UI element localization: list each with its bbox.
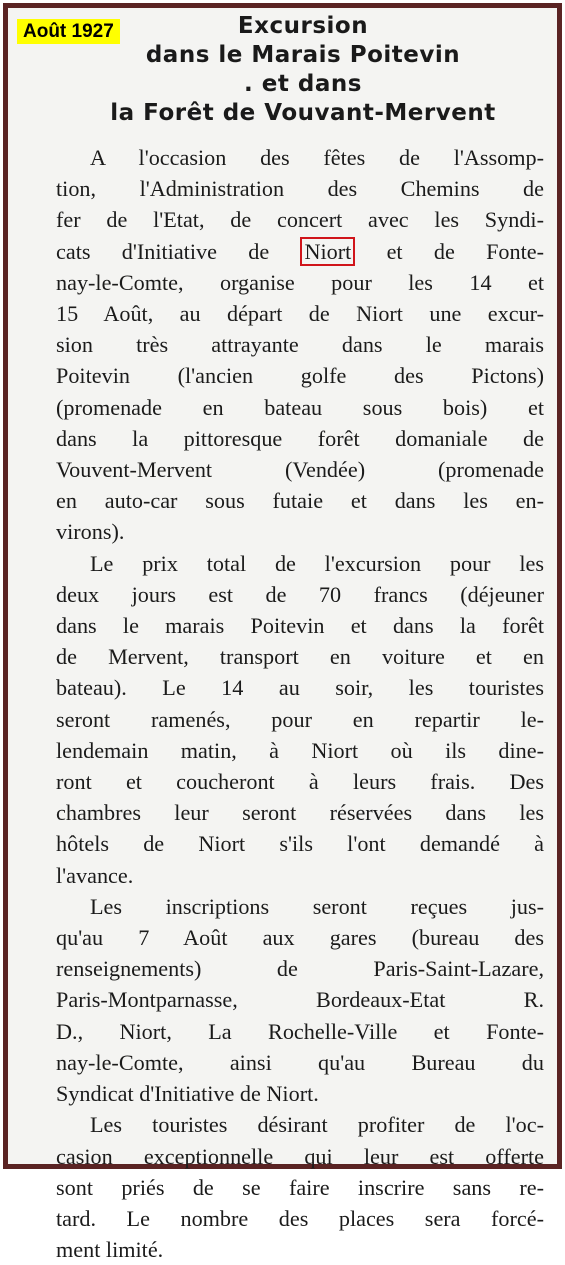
text-line: tion, l'Administration des Chemins de bbox=[56, 176, 544, 202]
text-line: 15 Août, au départ de Niort une excur- bbox=[56, 301, 544, 327]
article-body bbox=[22, 142, 544, 1265]
text-line: fer de l'Etat, de concert avec les Syndi- bbox=[56, 207, 544, 233]
text-line: nay-le-Comte, ainsi qu'au Bureau du bbox=[56, 1049, 544, 1075]
text-line: l'avance. bbox=[56, 862, 134, 888]
paragraph-2 bbox=[22, 548, 544, 891]
text-line: (promenade en bateau sous bois) et bbox=[56, 394, 544, 420]
text-fragment: cats d'Initiative de bbox=[56, 238, 270, 264]
paragraph-1 bbox=[22, 142, 544, 548]
text-line: tard. Le nombre des places sera forcé- bbox=[56, 1205, 544, 1231]
text-line: ment limité. bbox=[56, 1237, 164, 1263]
text-line: deux jours est de 70 francs (déjeuner bbox=[56, 581, 544, 607]
text-line: dans la pittoresque forêt domaniale de bbox=[56, 425, 544, 451]
clipping-frame bbox=[3, 3, 562, 1263]
text-line: nay-le-Comte, organise pour les 14 et bbox=[56, 269, 544, 295]
paragraph-3 bbox=[22, 891, 544, 1109]
text-line: hôtels de Niort s'ils l'ont demandé à bbox=[56, 831, 544, 857]
article-headline bbox=[48, 12, 558, 128]
text-line: qu'au 7 Août aux gares (bureau des bbox=[56, 925, 544, 951]
text-line-with-highlight bbox=[22, 236, 544, 267]
text-line: Les inscriptions seront reçues jus- bbox=[90, 893, 544, 919]
text-line: ront et coucheront à leurs frais. Des bbox=[56, 769, 544, 795]
text-fragment: et de Fonte- bbox=[386, 238, 545, 264]
text-line: lendemain matin, à Niort où ils dine- bbox=[56, 737, 544, 763]
date-badge: Août 1927 bbox=[17, 19, 120, 44]
text-line: bateau). Le 14 au soir, les touristes bbox=[56, 675, 544, 701]
text-line: virons). bbox=[56, 519, 125, 545]
headline-line: . et dans bbox=[244, 71, 362, 97]
highlighted-word-niort: Niort bbox=[300, 237, 355, 266]
text-line: renseignements) de Paris-Saint-Lazare, bbox=[56, 956, 544, 982]
text-line: en auto-car sous futaie et dans les en- bbox=[56, 488, 544, 514]
text-line: Vouvent-Mervent (Vendée) (promenade bbox=[56, 457, 544, 483]
text-line: de Mervent, transport en voiture et en bbox=[56, 644, 544, 670]
text-line: Paris-Montparnasse, Bordeaux-Etat R. bbox=[56, 987, 544, 1013]
paragraph-4 bbox=[22, 1109, 544, 1265]
headline-line: dans le Marais Poitevin bbox=[145, 42, 461, 68]
text-line: sion très attrayante dans le marais bbox=[56, 332, 544, 358]
text-line: chambres leur seront réservées dans les bbox=[56, 800, 544, 826]
text-line: Syndicat d'Initiative de Niort. bbox=[56, 1081, 319, 1107]
text-line: Les touristes désirant profiter de l'oc- bbox=[90, 1112, 544, 1138]
headline-line: la Forêt de Vouvant-Mervent bbox=[110, 100, 496, 126]
text-line: Poitevin (l'ancien golfe des Pictons) bbox=[56, 363, 544, 389]
text-line: Le prix total de l'excursion pour les bbox=[90, 550, 544, 576]
text-line: seront ramenés, pour en repartir le- bbox=[56, 706, 544, 732]
text-line: dans le marais Poitevin et dans la forêt bbox=[56, 613, 544, 639]
text-line: D., Niort, La Rochelle-Ville et Fonte- bbox=[56, 1018, 544, 1044]
text-line: A l'occasion des fêtes de l'Assomp- bbox=[90, 145, 544, 170]
text-line: casion exceptionnelle qui leur est offerte bbox=[56, 1143, 544, 1169]
headline-line: Excursion bbox=[237, 13, 369, 39]
text-line: sont priés de se faire inscrire sans re- bbox=[56, 1174, 544, 1200]
